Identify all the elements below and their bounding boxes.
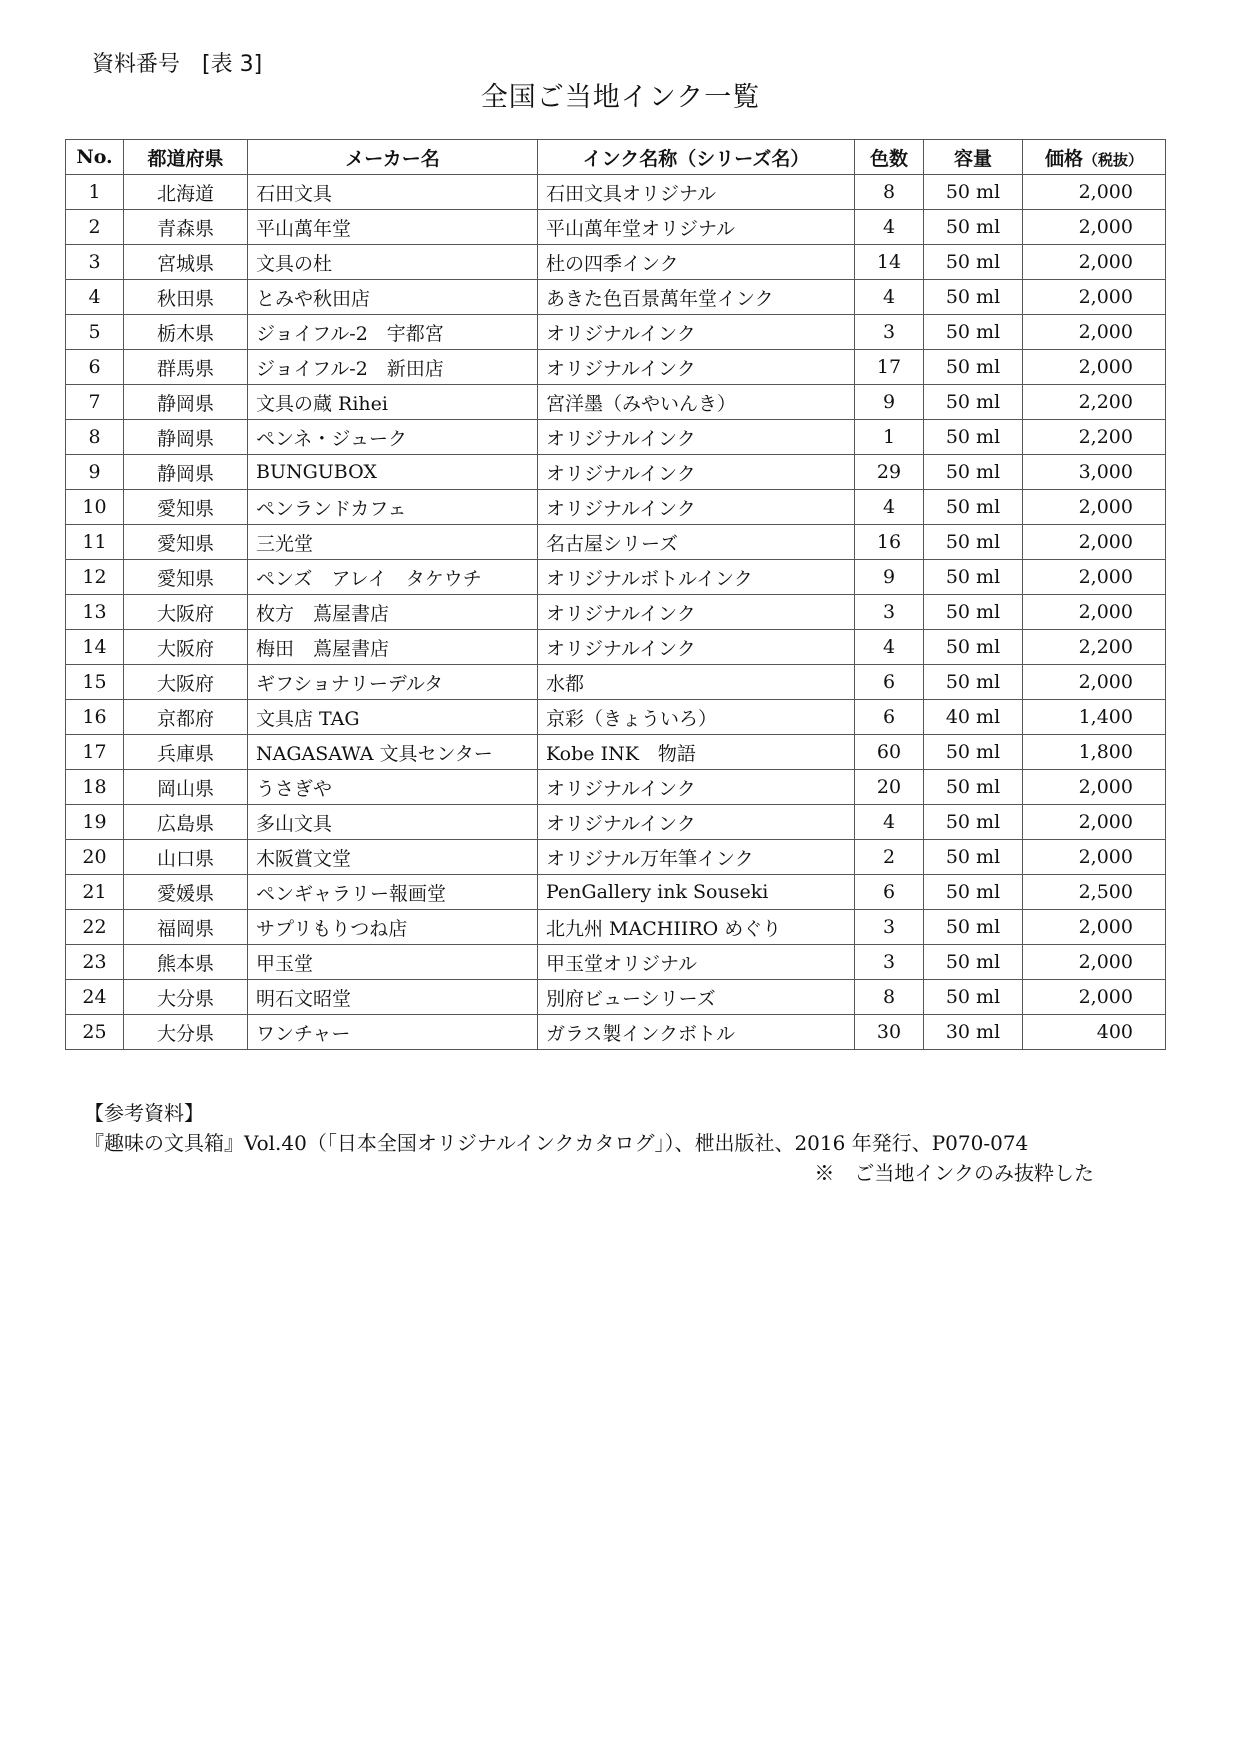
cell-colors: 6 bbox=[855, 665, 924, 700]
table-row bbox=[66, 805, 1166, 840]
cell-volume: 50 ml bbox=[924, 945, 1023, 980]
cell-ink-name: ガラス製インクボトル bbox=[538, 1015, 855, 1050]
cell-no: 11 bbox=[66, 525, 124, 560]
cell-maker: ペンギャラリー報画堂 bbox=[248, 875, 538, 910]
cell-price: 2,000 bbox=[1023, 770, 1166, 805]
cell-volume: 50 ml bbox=[924, 840, 1023, 875]
cell-colors: 60 bbox=[855, 735, 924, 770]
cell-prefecture: 愛知県 bbox=[124, 490, 248, 525]
cell-no: 13 bbox=[66, 595, 124, 630]
cell-colors: 6 bbox=[855, 700, 924, 735]
cell-no: 5 bbox=[66, 315, 124, 350]
cell-price: 2,000 bbox=[1023, 175, 1166, 210]
cell-ink-name: PenGallery ink Souseki bbox=[538, 875, 855, 910]
cell-colors: 8 bbox=[855, 175, 924, 210]
cell-colors: 2 bbox=[855, 840, 924, 875]
table-row bbox=[66, 385, 1166, 420]
header-price bbox=[1023, 140, 1166, 175]
cell-ink-name: オリジナルインク bbox=[538, 315, 855, 350]
cell-maker: ペンズ アレイ タケウチ bbox=[248, 560, 538, 595]
cell-price: 2,500 bbox=[1023, 875, 1166, 910]
cell-volume: 50 ml bbox=[924, 980, 1023, 1015]
cell-price: 2,000 bbox=[1023, 280, 1166, 315]
cell-colors: 6 bbox=[855, 875, 924, 910]
cell-colors: 8 bbox=[855, 980, 924, 1015]
table-row bbox=[66, 735, 1166, 770]
cell-volume: 50 ml bbox=[924, 910, 1023, 945]
cell-volume: 50 ml bbox=[924, 525, 1023, 560]
cell-no: 16 bbox=[66, 700, 124, 735]
cell-price: 2,000 bbox=[1023, 210, 1166, 245]
cell-prefecture: 大阪府 bbox=[124, 630, 248, 665]
cell-ink-name: オリジナルインク bbox=[538, 595, 855, 630]
header-ink-name: インク名称（シリーズ名） bbox=[538, 140, 855, 175]
cell-maker: 石田文具 bbox=[248, 175, 538, 210]
cell-colors: 20 bbox=[855, 770, 924, 805]
cell-volume: 40 ml bbox=[924, 700, 1023, 735]
cell-ink-name: 杜の四季インク bbox=[538, 245, 855, 280]
cell-ink-name: 京彩（きょういろ） bbox=[538, 700, 855, 735]
cell-ink-name: 甲玉堂オリジナル bbox=[538, 945, 855, 980]
cell-volume: 50 ml bbox=[924, 805, 1023, 840]
cell-ink-name: オリジナルインク bbox=[538, 455, 855, 490]
cell-volume: 50 ml bbox=[924, 560, 1023, 595]
cell-no: 23 bbox=[66, 945, 124, 980]
cell-maker: 多山文具 bbox=[248, 805, 538, 840]
cell-ink-name: 平山萬年堂オリジナル bbox=[538, 210, 855, 245]
cell-ink-name: オリジナルインク bbox=[538, 350, 855, 385]
table-row bbox=[66, 455, 1166, 490]
cell-colors: 16 bbox=[855, 525, 924, 560]
cell-ink-name: 水都 bbox=[538, 665, 855, 700]
header-volume: 容量 bbox=[924, 140, 1023, 175]
cell-price: 2,000 bbox=[1023, 315, 1166, 350]
ink-table bbox=[65, 139, 1166, 1050]
cell-prefecture: 宮城県 bbox=[124, 245, 248, 280]
cell-volume: 50 ml bbox=[924, 420, 1023, 455]
cell-maker: サプリもりつね店 bbox=[248, 910, 538, 945]
cell-no: 6 bbox=[66, 350, 124, 385]
cell-prefecture: 大阪府 bbox=[124, 665, 248, 700]
cell-no: 10 bbox=[66, 490, 124, 525]
cell-no: 8 bbox=[66, 420, 124, 455]
table-row bbox=[66, 210, 1166, 245]
cell-maker: 明石文昭堂 bbox=[248, 980, 538, 1015]
references bbox=[84, 1098, 1094, 1188]
cell-no: 2 bbox=[66, 210, 124, 245]
table-row bbox=[66, 280, 1166, 315]
cell-no: 9 bbox=[66, 455, 124, 490]
document-number: 資料番号 [表 3] bbox=[92, 52, 263, 77]
cell-prefecture: 静岡県 bbox=[124, 455, 248, 490]
cell-volume: 50 ml bbox=[924, 490, 1023, 525]
cell-price: 2,000 bbox=[1023, 910, 1166, 945]
cell-maker: 枚方 蔦屋書店 bbox=[248, 595, 538, 630]
cell-prefecture: 京都府 bbox=[124, 700, 248, 735]
header-prefecture: 都道府県 bbox=[124, 140, 248, 175]
cell-price: 2,000 bbox=[1023, 595, 1166, 630]
cell-volume: 50 ml bbox=[924, 210, 1023, 245]
cell-maker: うさぎや bbox=[248, 770, 538, 805]
cell-no: 22 bbox=[66, 910, 124, 945]
header-no: No. bbox=[66, 140, 124, 175]
cell-ink-name: 宮洋墨（みやいんき） bbox=[538, 385, 855, 420]
cell-ink-name: オリジナルインク bbox=[538, 490, 855, 525]
cell-ink-name: オリジナルインク bbox=[538, 420, 855, 455]
cell-prefecture: 愛知県 bbox=[124, 525, 248, 560]
table-row bbox=[66, 945, 1166, 980]
table-row bbox=[66, 875, 1166, 910]
cell-maker: ワンチャー bbox=[248, 1015, 538, 1050]
references-note: ※ ご当地インクのみ抜粋した bbox=[814, 1161, 1094, 1185]
cell-maker: NAGASAWA 文具センター bbox=[248, 735, 538, 770]
cell-volume: 50 ml bbox=[924, 875, 1023, 910]
cell-no: 21 bbox=[66, 875, 124, 910]
cell-no: 24 bbox=[66, 980, 124, 1015]
cell-no: 14 bbox=[66, 630, 124, 665]
cell-prefecture: 岡山県 bbox=[124, 770, 248, 805]
cell-ink-name: 石田文具オリジナル bbox=[538, 175, 855, 210]
table-row bbox=[66, 175, 1166, 210]
cell-price: 1,800 bbox=[1023, 735, 1166, 770]
cell-prefecture: 秋田県 bbox=[124, 280, 248, 315]
cell-maker: 文具店 TAG bbox=[248, 700, 538, 735]
cell-prefecture: 熊本県 bbox=[124, 945, 248, 980]
cell-ink-name: オリジナル万年筆インク bbox=[538, 840, 855, 875]
cell-colors: 3 bbox=[855, 595, 924, 630]
cell-volume: 50 ml bbox=[924, 245, 1023, 280]
cell-price: 2,000 bbox=[1023, 805, 1166, 840]
cell-colors: 4 bbox=[855, 630, 924, 665]
cell-ink-name: オリジナルインク bbox=[538, 770, 855, 805]
cell-colors: 3 bbox=[855, 945, 924, 980]
header-colors: 色数 bbox=[855, 140, 924, 175]
table-row bbox=[66, 770, 1166, 805]
cell-maker: 木阪賞文堂 bbox=[248, 840, 538, 875]
table-row bbox=[66, 980, 1166, 1015]
cell-prefecture: 青森県 bbox=[124, 210, 248, 245]
cell-volume: 50 ml bbox=[924, 385, 1023, 420]
cell-colors: 14 bbox=[855, 245, 924, 280]
table-row bbox=[66, 420, 1166, 455]
cell-no: 19 bbox=[66, 805, 124, 840]
cell-ink-name: 名古屋シリーズ bbox=[538, 525, 855, 560]
table-row bbox=[66, 595, 1166, 630]
cell-price: 2,000 bbox=[1023, 525, 1166, 560]
cell-prefecture: 栃木県 bbox=[124, 315, 248, 350]
cell-no: 18 bbox=[66, 770, 124, 805]
cell-prefecture: 大分県 bbox=[124, 1015, 248, 1050]
cell-volume: 50 ml bbox=[924, 175, 1023, 210]
cell-prefecture: 静岡県 bbox=[124, 385, 248, 420]
table-row bbox=[66, 350, 1166, 385]
table-row bbox=[66, 1015, 1166, 1050]
table-row bbox=[66, 245, 1166, 280]
cell-volume: 50 ml bbox=[924, 665, 1023, 700]
cell-no: 12 bbox=[66, 560, 124, 595]
cell-volume: 30 ml bbox=[924, 1015, 1023, 1050]
cell-maker: ギフショナリーデルタ bbox=[248, 665, 538, 700]
cell-prefecture: 山口県 bbox=[124, 840, 248, 875]
cell-price: 1,400 bbox=[1023, 700, 1166, 735]
cell-price: 2,000 bbox=[1023, 665, 1166, 700]
cell-maker: 梅田 蔦屋書店 bbox=[248, 630, 538, 665]
cell-volume: 50 ml bbox=[924, 630, 1023, 665]
cell-maker: ペンランドカフェ bbox=[248, 490, 538, 525]
cell-ink-name: あきた色百景萬年堂インク bbox=[538, 280, 855, 315]
page-title: 全国ご当地インク一覧 bbox=[480, 82, 761, 113]
cell-ink-name: 北九州 MACHIIRO めぐり bbox=[538, 910, 855, 945]
table-row bbox=[66, 700, 1166, 735]
table-row bbox=[66, 525, 1166, 560]
cell-price: 2,000 bbox=[1023, 490, 1166, 525]
cell-no: 7 bbox=[66, 385, 124, 420]
cell-ink-name: Kobe INK 物語 bbox=[538, 735, 855, 770]
cell-ink-name: 別府ビューシリーズ bbox=[538, 980, 855, 1015]
cell-ink-name: オリジナルボトルインク bbox=[538, 560, 855, 595]
table-row bbox=[66, 490, 1166, 525]
cell-colors: 30 bbox=[855, 1015, 924, 1050]
cell-prefecture: 兵庫県 bbox=[124, 735, 248, 770]
cell-volume: 50 ml bbox=[924, 770, 1023, 805]
cell-volume: 50 ml bbox=[924, 455, 1023, 490]
cell-volume: 50 ml bbox=[924, 735, 1023, 770]
table-row bbox=[66, 315, 1166, 350]
cell-price: 400 bbox=[1023, 1015, 1166, 1050]
cell-prefecture: 静岡県 bbox=[124, 420, 248, 455]
cell-maker: ペンネ・ジューク bbox=[248, 420, 538, 455]
cell-volume: 50 ml bbox=[924, 315, 1023, 350]
cell-price: 2,000 bbox=[1023, 945, 1166, 980]
cell-maker: とみや秋田店 bbox=[248, 280, 538, 315]
cell-colors: 29 bbox=[855, 455, 924, 490]
header-price-tax-note: （税抜） bbox=[1083, 150, 1144, 169]
cell-price: 2,200 bbox=[1023, 385, 1166, 420]
cell-colors: 1 bbox=[855, 420, 924, 455]
cell-colors: 3 bbox=[855, 910, 924, 945]
cell-colors: 9 bbox=[855, 385, 924, 420]
header-maker: メーカー名 bbox=[248, 140, 538, 175]
cell-no: 15 bbox=[66, 665, 124, 700]
cell-price: 2,000 bbox=[1023, 980, 1166, 1015]
cell-no: 3 bbox=[66, 245, 124, 280]
cell-price: 2,000 bbox=[1023, 245, 1166, 280]
cell-price: 2,000 bbox=[1023, 840, 1166, 875]
cell-price: 2,200 bbox=[1023, 420, 1166, 455]
table-row bbox=[66, 665, 1166, 700]
cell-colors: 17 bbox=[855, 350, 924, 385]
cell-ink-name: オリジナルインク bbox=[538, 805, 855, 840]
cell-maker: 甲玉堂 bbox=[248, 945, 538, 980]
cell-no: 17 bbox=[66, 735, 124, 770]
cell-maker: BUNGUBOX bbox=[248, 455, 538, 490]
cell-price: 2,200 bbox=[1023, 630, 1166, 665]
cell-prefecture: 福岡県 bbox=[124, 910, 248, 945]
cell-ink-name: オリジナルインク bbox=[538, 630, 855, 665]
header-price-label: 価格 bbox=[1044, 147, 1083, 170]
table-header-row bbox=[66, 140, 1166, 175]
cell-maker: 文具の杜 bbox=[248, 245, 538, 280]
table-row bbox=[66, 630, 1166, 665]
cell-volume: 50 ml bbox=[924, 595, 1023, 630]
cell-no: 20 bbox=[66, 840, 124, 875]
cell-prefecture: 広島県 bbox=[124, 805, 248, 840]
cell-maker: ジョイフル-2 宇都宮 bbox=[248, 315, 538, 350]
references-heading: 【参考資料】 bbox=[84, 1101, 204, 1125]
cell-colors: 4 bbox=[855, 280, 924, 315]
cell-colors: 3 bbox=[855, 315, 924, 350]
cell-prefecture: 大阪府 bbox=[124, 595, 248, 630]
references-citation: 『趣味の文具箱』Vol.40（「日本全国オリジナルインクカタログ」）、枻出版社、2016 年発行、P070-074 bbox=[84, 1131, 1029, 1155]
cell-maker: 三光堂 bbox=[248, 525, 538, 560]
cell-prefecture: 大分県 bbox=[124, 980, 248, 1015]
cell-volume: 50 ml bbox=[924, 350, 1023, 385]
cell-prefecture: 愛媛県 bbox=[124, 875, 248, 910]
cell-maker: 文具の蔵 Rihei bbox=[248, 385, 538, 420]
cell-colors: 4 bbox=[855, 210, 924, 245]
cell-maker: 平山萬年堂 bbox=[248, 210, 538, 245]
cell-prefecture: 群馬県 bbox=[124, 350, 248, 385]
cell-price: 2,000 bbox=[1023, 560, 1166, 595]
cell-price: 2,000 bbox=[1023, 350, 1166, 385]
cell-colors: 4 bbox=[855, 490, 924, 525]
table-row bbox=[66, 840, 1166, 875]
cell-prefecture: 北海道 bbox=[124, 175, 248, 210]
cell-colors: 4 bbox=[855, 805, 924, 840]
cell-no: 25 bbox=[66, 1015, 124, 1050]
cell-volume: 50 ml bbox=[924, 280, 1023, 315]
cell-prefecture: 愛知県 bbox=[124, 560, 248, 595]
cell-no: 4 bbox=[66, 280, 124, 315]
cell-maker: ジョイフル-2 新田店 bbox=[248, 350, 538, 385]
cell-no: 1 bbox=[66, 175, 124, 210]
table-row bbox=[66, 560, 1166, 595]
cell-price: 3,000 bbox=[1023, 455, 1166, 490]
cell-colors: 9 bbox=[855, 560, 924, 595]
table-row bbox=[66, 910, 1166, 945]
table-body bbox=[66, 175, 1166, 1050]
